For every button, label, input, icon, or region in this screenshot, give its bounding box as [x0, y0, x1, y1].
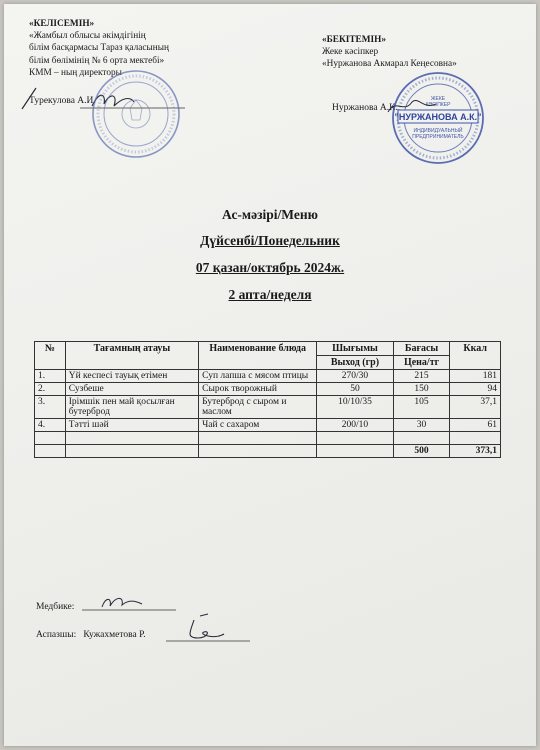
row-name-ru: Бутерброд с сыром и маслом: [199, 396, 317, 419]
row-num: 4.: [35, 419, 66, 432]
approval-right-line2: «Нуржанова Акмарал Кеңесовна»: [322, 59, 457, 70]
menu-day: Дүйсенбі/Понедельник: [200, 233, 340, 248]
row-num: 1.: [35, 370, 66, 383]
cook-label: Аспазшы:: [36, 630, 77, 640]
row-yield: 10/10/35: [317, 396, 394, 419]
row-price: 105: [393, 396, 450, 419]
row-price: 150: [393, 383, 450, 396]
row-kcal: 61: [450, 419, 501, 432]
approval-left-line2: білім басқармасы Тараз қаласының: [29, 43, 169, 54]
row-name-ru: Чай с сахаром: [199, 419, 317, 432]
row-price: 215: [393, 370, 450, 383]
approval-right-block: [322, 34, 527, 71]
header-name-ru: Наименование блюда: [199, 342, 317, 370]
entrepreneur-signature: [384, 92, 444, 122]
row-kcal: 37,1: [450, 396, 501, 419]
nurse-signature-line: [36, 602, 74, 612]
row-num: 2.: [35, 383, 66, 396]
stamp-top: ЖЕКЕ: [430, 96, 446, 102]
header-price-ru: Цена/тг: [393, 356, 450, 370]
table-row: [35, 370, 501, 383]
nurse-label: Медбике:: [36, 602, 75, 612]
approval-left-line4: КММ – ның директоры: [29, 67, 122, 78]
table-row: [35, 396, 501, 419]
approval-right-line1: Жеке кәсіпкер: [322, 47, 379, 58]
table-row-empty: [35, 432, 501, 445]
approval-right-heading: «БЕКІТЕМІН»: [322, 35, 387, 45]
cook-name: Кужахметова Р.: [83, 630, 146, 640]
document-page: [4, 4, 536, 746]
header-yield-kz: Шығымы: [317, 342, 394, 356]
table-header-row: [35, 342, 501, 356]
total-kcal: 373,1: [450, 445, 501, 458]
row-yield: 50: [317, 383, 394, 396]
row-name-kz: Ірімшік пен май қосылған бутерброд: [65, 396, 198, 419]
stamp-name: "НУРЖАНОВА А.К.": [394, 112, 482, 122]
header-num: №: [35, 342, 66, 370]
menu-heading: [4, 207, 536, 314]
table-row: [35, 419, 501, 432]
stamp-top2: КӘСІПКЕР: [425, 102, 451, 108]
menu-table: [34, 341, 501, 458]
school-round-stamp: [90, 68, 182, 160]
menu-title: Ас-мәзірі/Меню: [222, 207, 318, 222]
row-num: 3.: [35, 396, 66, 419]
header-yield-ru: Выход (гр): [317, 356, 394, 370]
total-price: 500: [393, 445, 450, 458]
cook-signature-line: [36, 630, 146, 640]
stamp-sub2: ПРЕДПРИНИМАТЕЛЬ: [412, 134, 464, 140]
approval-left-line1: «Жамбыл облысы әкімдігінің: [29, 31, 146, 42]
approval-left-heading: «КЕЛІСЕМІН»: [29, 19, 95, 29]
row-name-ru: Сырок творожный: [199, 383, 317, 396]
table-row: [35, 383, 501, 396]
row-yield: 200/10: [317, 419, 394, 432]
row-kcal: 94: [450, 383, 501, 396]
row-yield: 270/30: [317, 370, 394, 383]
cook-signature: [164, 610, 254, 646]
approval-left-signer: Турекулова А.И.: [29, 96, 96, 106]
menu-date: 07 қазан/октябрь 2024ж.: [195, 260, 345, 275]
approval-right-signer: Нуржанова А.К.: [332, 103, 398, 113]
row-price: 30: [393, 419, 450, 432]
header-kcal: Ккал: [450, 342, 501, 370]
header-price-kz: Бағасы: [393, 342, 450, 356]
approval-left-line3: білім бөлімінің № 6 орта мектебі»: [29, 55, 165, 66]
row-name-kz: Тәтті шәй: [65, 419, 198, 432]
menu-week: 2 апта/неделя: [228, 287, 312, 302]
table-total-row: [35, 445, 501, 458]
stamp-sub1: ИНДИВИДУАЛЬНЫЙ: [413, 128, 463, 134]
header-name-kz: Тағамның атауы: [65, 342, 198, 370]
row-kcal: 181: [450, 370, 501, 383]
row-name-kz: Үй кеспесі тауық етімен: [65, 370, 198, 383]
row-name-ru: Суп лапша с мясом птицы: [199, 370, 317, 383]
row-name-kz: Сузбеше: [65, 383, 198, 396]
